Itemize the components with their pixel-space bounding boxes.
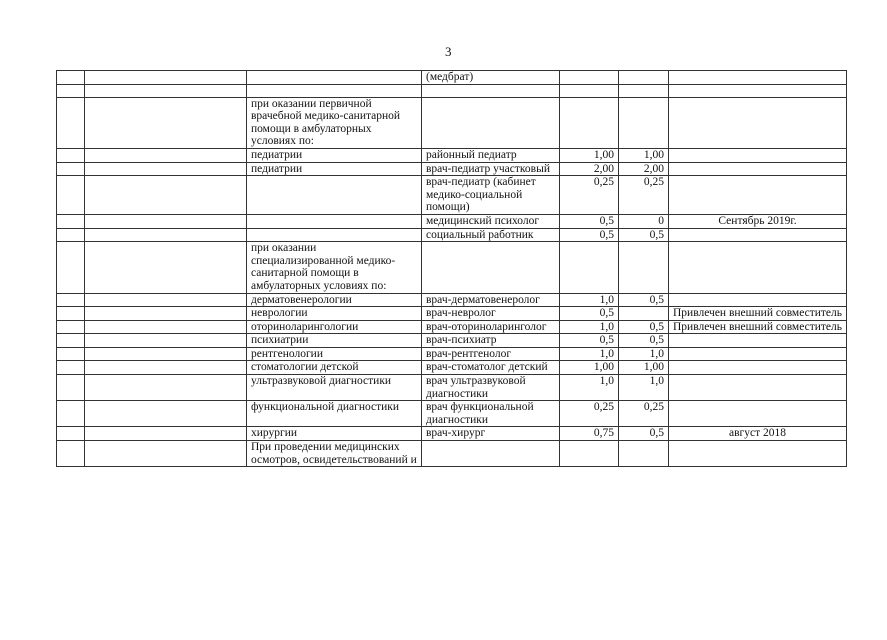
empty-cell: [85, 427, 247, 441]
position-cell: врач-хирург: [422, 427, 560, 441]
note-cell: [669, 242, 847, 293]
staffed-rate-cell: [619, 441, 669, 467]
planned-rate-cell: 0,5: [560, 214, 619, 228]
position-cell: врач-невролог: [422, 307, 560, 321]
empty-cell: [85, 347, 247, 361]
row-number-cell: [57, 320, 85, 334]
activity-cell: психиатрии: [247, 334, 422, 348]
empty-cell: [85, 228, 247, 242]
row-number-cell: [57, 97, 85, 148]
position-cell: врач функциональной диагностики: [422, 401, 560, 427]
table-row: [57, 148, 847, 162]
table-row: [57, 320, 847, 334]
empty-cell: [85, 401, 247, 427]
empty-cell: [85, 307, 247, 321]
row-number-cell: [57, 375, 85, 401]
note-cell: [669, 228, 847, 242]
note-cell: [669, 176, 847, 215]
row-number-cell: [57, 293, 85, 307]
staffed-rate-cell: 0,5: [619, 293, 669, 307]
activity-cell: [247, 214, 422, 228]
empty-cell: [85, 334, 247, 348]
position-cell: врач-психиатр: [422, 334, 560, 348]
table-row: [57, 242, 847, 293]
planned-rate-cell: 1,0: [560, 320, 619, 334]
table-row: [57, 162, 847, 176]
activity-cell: хирургии: [247, 427, 422, 441]
position-cell: врач-педиатр участковый: [422, 162, 560, 176]
planned-rate-cell: 0,5: [560, 228, 619, 242]
note-cell: [669, 97, 847, 148]
staffed-rate-cell: 1,00: [619, 148, 669, 162]
empty-cell: [85, 293, 247, 307]
planned-rate-cell: 0,75: [560, 427, 619, 441]
table-row: [57, 441, 847, 467]
planned-rate-cell: 0,25: [560, 401, 619, 427]
planned-rate-cell: [560, 242, 619, 293]
position-cell: [422, 441, 560, 467]
row-number-cell: [57, 162, 85, 176]
empty-cell: [85, 441, 247, 467]
position-cell: врач ультразвуковой диагностики: [422, 375, 560, 401]
empty-cell: [85, 320, 247, 334]
staffed-rate-cell: 0,5: [619, 320, 669, 334]
table-row: [57, 375, 847, 401]
table-row: [57, 71, 847, 85]
planned-rate-cell: 0,25: [560, 176, 619, 215]
activity-cell: [247, 71, 422, 85]
planned-rate-cell: 1,0: [560, 293, 619, 307]
staffed-rate-cell: 1,00: [619, 361, 669, 375]
note-cell: [669, 162, 847, 176]
note-cell: [669, 71, 847, 85]
row-number-cell: [57, 307, 85, 321]
activity-cell: педиатрии: [247, 148, 422, 162]
row-number-cell: [57, 361, 85, 375]
note-cell: [669, 334, 847, 348]
note-cell: Сентябрь 2019г.: [669, 214, 847, 228]
empty-cell: [85, 375, 247, 401]
staffed-rate-cell: 1,0: [619, 347, 669, 361]
row-number-cell: [57, 441, 85, 467]
table-row: [57, 97, 847, 148]
activity-cell: стоматологии детской: [247, 361, 422, 375]
staffed-rate-cell: [619, 84, 669, 97]
position-cell: [422, 242, 560, 293]
planned-rate-cell: [560, 97, 619, 148]
table-row: [57, 347, 847, 361]
empty-cell: [85, 242, 247, 293]
note-cell: [669, 441, 847, 467]
empty-cell: [85, 71, 247, 85]
table-row: [57, 427, 847, 441]
empty-cell: [85, 176, 247, 215]
activity-cell: при оказании специализированной медико-санитарной помощи в амбулаторных условиях по:: [247, 242, 422, 293]
row-number-cell: [57, 148, 85, 162]
staffed-rate-cell: 1,0: [619, 375, 669, 401]
note-cell: [669, 375, 847, 401]
note-cell: [669, 84, 847, 97]
staffed-rate-cell: [619, 307, 669, 321]
staffed-rate-cell: 0,25: [619, 176, 669, 215]
activity-cell: [247, 228, 422, 242]
position-cell: медицинский психолог: [422, 214, 560, 228]
planned-rate-cell: [560, 71, 619, 85]
staffed-rate-cell: [619, 242, 669, 293]
position-cell: врач-оториноларинголог: [422, 320, 560, 334]
row-number-cell: [57, 242, 85, 293]
staffed-rate-cell: 0,5: [619, 427, 669, 441]
row-number-cell: [57, 84, 85, 97]
staffed-rate-cell: 2,00: [619, 162, 669, 176]
position-cell: [422, 97, 560, 148]
planned-rate-cell: [560, 441, 619, 467]
empty-cell: [85, 148, 247, 162]
table-row: [57, 307, 847, 321]
staffed-rate-cell: 0,5: [619, 228, 669, 242]
note-cell: август 2018: [669, 427, 847, 441]
activity-cell: При проведении медицинских осмотров, освидетельствований и: [247, 441, 422, 467]
planned-rate-cell: 1,00: [560, 148, 619, 162]
table-row: [57, 334, 847, 348]
row-number-cell: [57, 228, 85, 242]
empty-cell: [85, 84, 247, 97]
activity-cell: оториноларингологии: [247, 320, 422, 334]
activity-cell: неврологии: [247, 307, 422, 321]
page-number: 3: [445, 44, 452, 59]
row-number-cell: [57, 176, 85, 215]
position-cell: врач-дерматовенеролог: [422, 293, 560, 307]
planned-rate-cell: 1,00: [560, 361, 619, 375]
row-number-cell: [57, 334, 85, 348]
note-cell: [669, 361, 847, 375]
row-number-cell: [57, 347, 85, 361]
position-cell: районный педиатр: [422, 148, 560, 162]
staffed-rate-cell: [619, 97, 669, 148]
table-row: [57, 361, 847, 375]
activity-cell: дерматовенерологии: [247, 293, 422, 307]
staffed-rate-cell: 0,25: [619, 401, 669, 427]
activity-cell: педиатрии: [247, 162, 422, 176]
row-number-cell: [57, 214, 85, 228]
empty-cell: [85, 97, 247, 148]
activity-cell: ультразвуковой диагностики: [247, 375, 422, 401]
note-cell: Привлечен внешний совместитель: [669, 307, 847, 321]
activity-cell: [247, 84, 422, 97]
note-cell: [669, 148, 847, 162]
activity-cell: функциональной диагностики: [247, 401, 422, 427]
row-number-cell: [57, 71, 85, 85]
empty-cell: [85, 214, 247, 228]
empty-cell: [85, 162, 247, 176]
staffed-rate-cell: 0: [619, 214, 669, 228]
activity-cell: при оказании первичной врачебной медико-санитарной помощи в амбулаторных условиях по:: [247, 97, 422, 148]
staffed-rate-cell: [619, 71, 669, 85]
table-row: [57, 228, 847, 242]
position-cell: (медбрат): [422, 71, 560, 85]
planned-rate-cell: 0,5: [560, 307, 619, 321]
planned-rate-cell: 2,00: [560, 162, 619, 176]
planned-rate-cell: 0,5: [560, 334, 619, 348]
activity-cell: рентгенологии: [247, 347, 422, 361]
staffed-rate-cell: 0,5: [619, 334, 669, 348]
table-row: [57, 214, 847, 228]
row-number-cell: [57, 427, 85, 441]
table-row: [57, 401, 847, 427]
position-cell: врач-педиатр (кабинет медико-социальной помощи): [422, 176, 560, 215]
position-cell: [422, 84, 560, 97]
planned-rate-cell: 1,0: [560, 375, 619, 401]
note-cell: [669, 293, 847, 307]
empty-cell: [85, 361, 247, 375]
staffing-table: [56, 70, 847, 467]
table-row: [57, 176, 847, 215]
table-row: [57, 293, 847, 307]
activity-cell: [247, 176, 422, 215]
position-cell: врач-рентгенолог: [422, 347, 560, 361]
position-cell: врач-стоматолог детский: [422, 361, 560, 375]
position-cell: социальный работник: [422, 228, 560, 242]
note-cell: Привлечен внешний совместитель: [669, 320, 847, 334]
note-cell: [669, 401, 847, 427]
planned-rate-cell: [560, 84, 619, 97]
table-row: [57, 84, 847, 97]
planned-rate-cell: 1,0: [560, 347, 619, 361]
row-number-cell: [57, 401, 85, 427]
note-cell: [669, 347, 847, 361]
